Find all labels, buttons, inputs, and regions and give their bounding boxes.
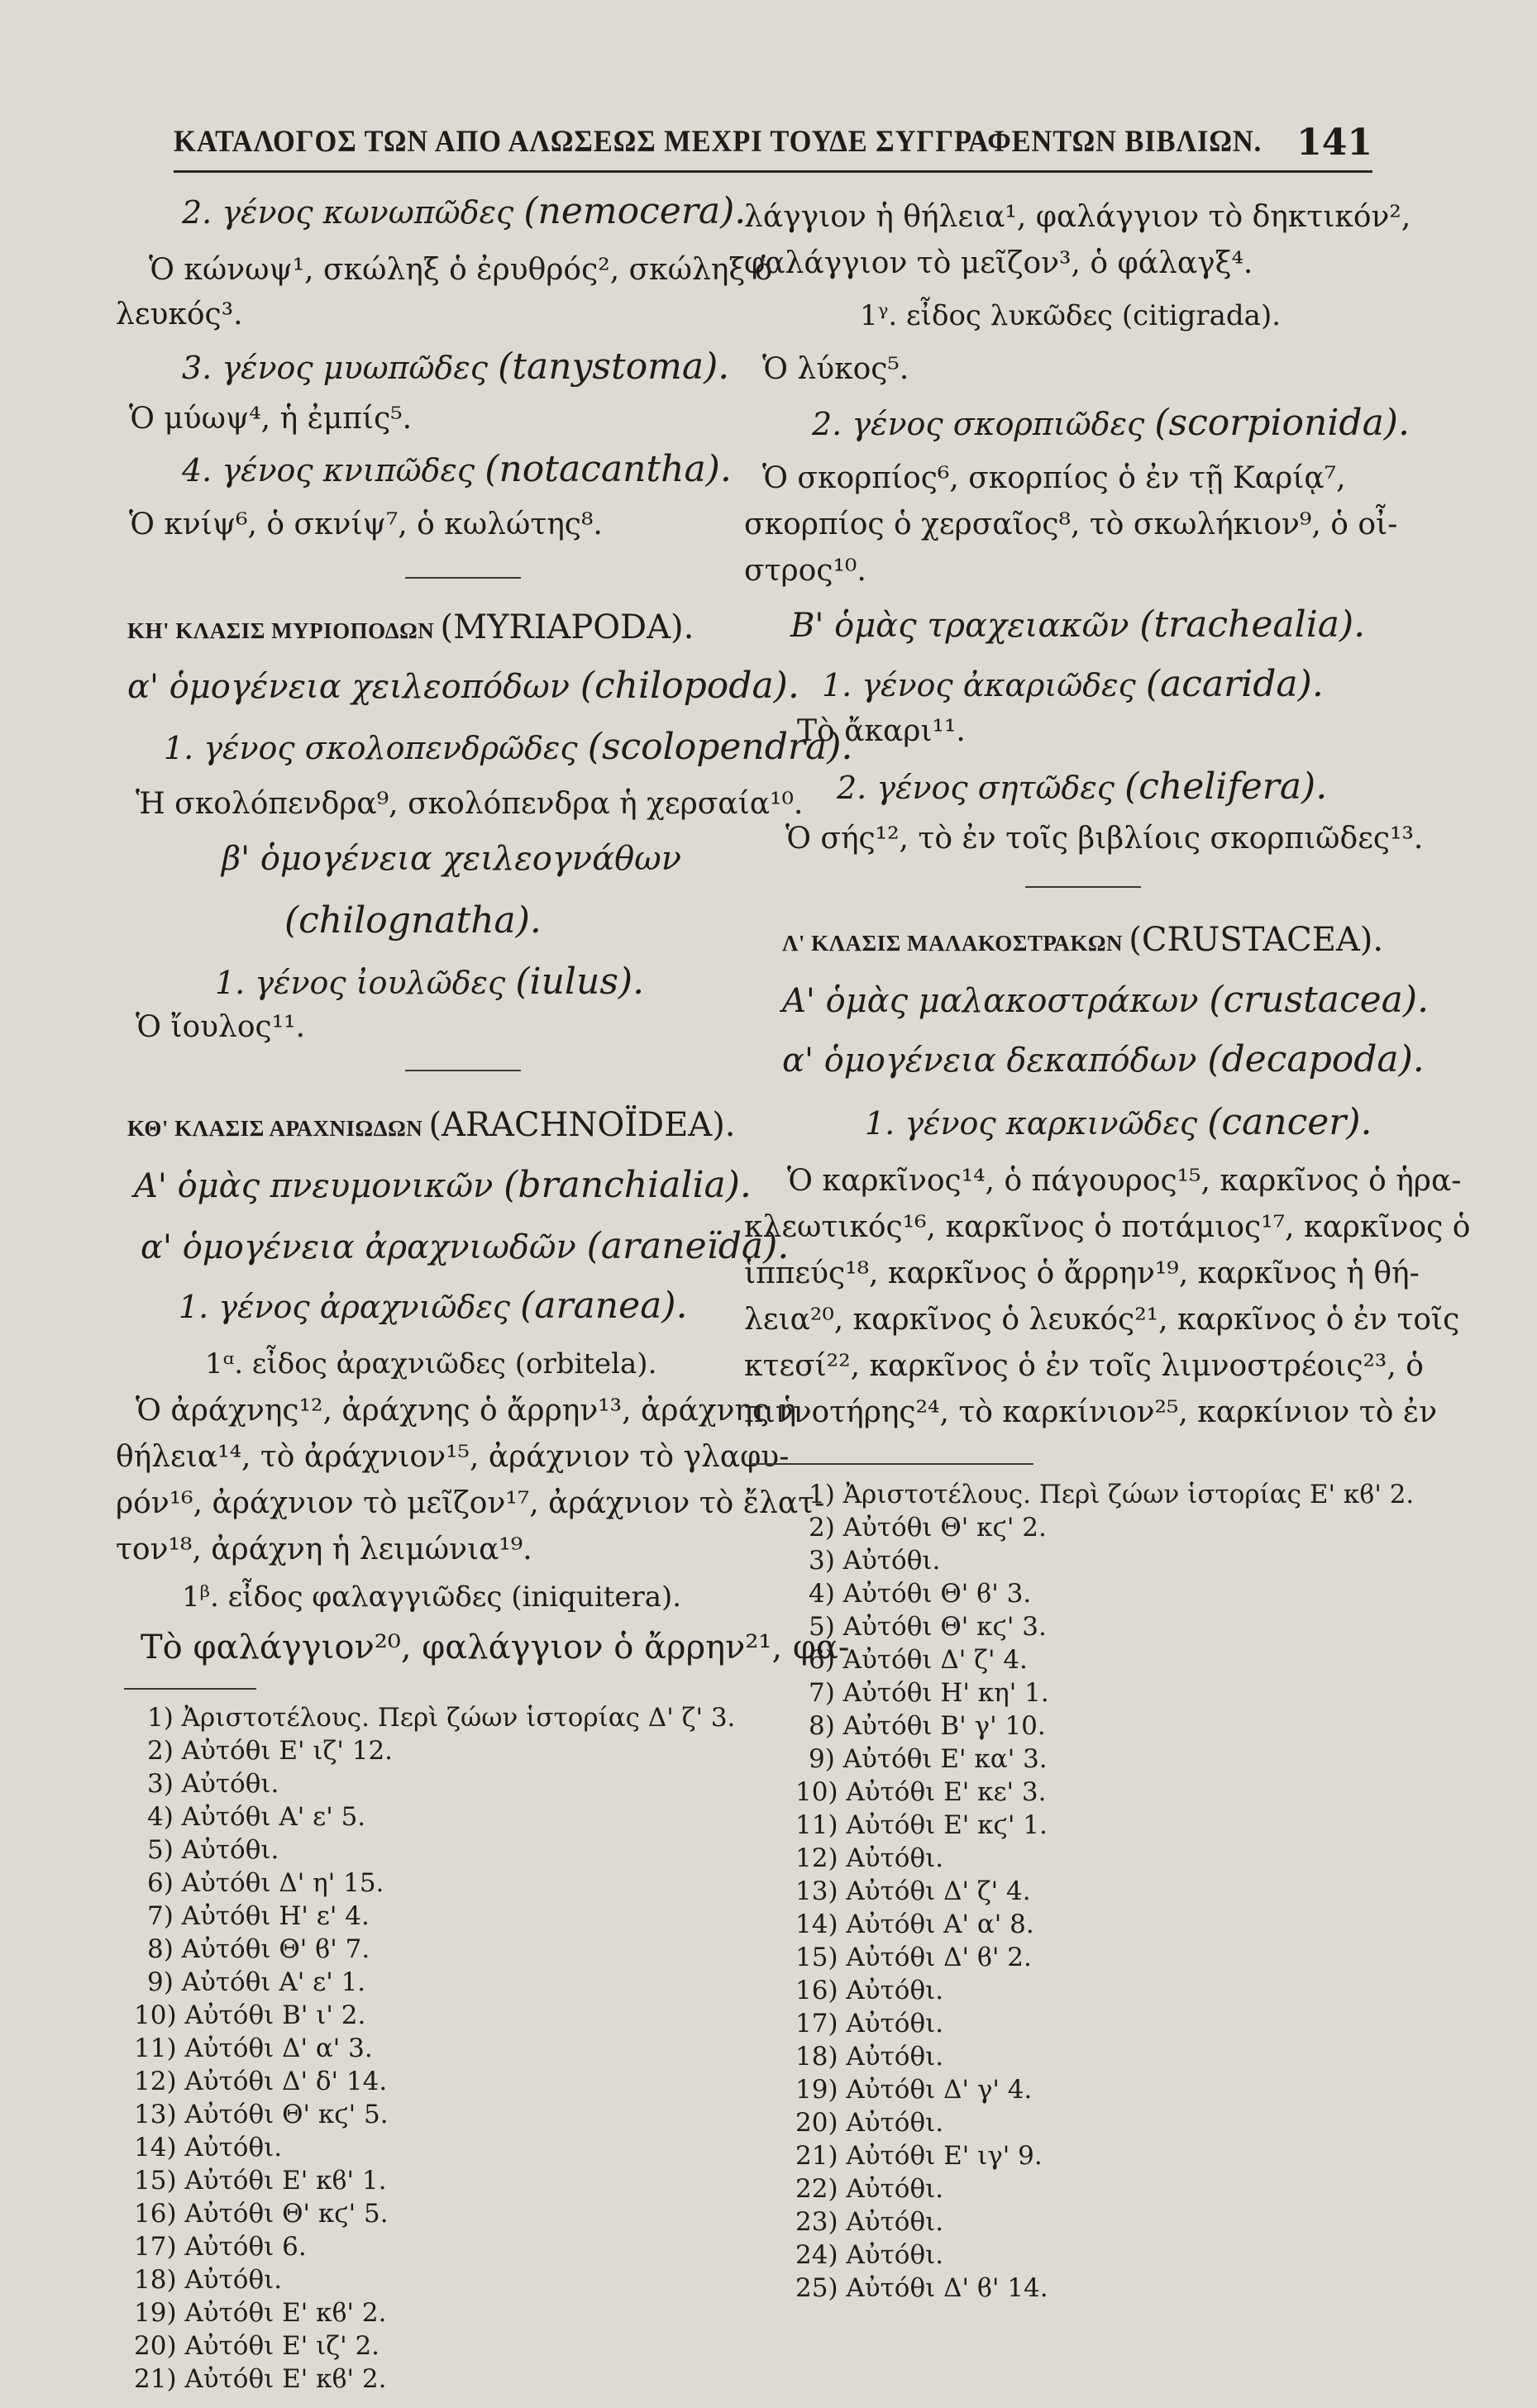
footnote-rule: [124, 1688, 256, 1690]
header-rule: [174, 170, 1372, 173]
species-heading: 1ᵅ. εἶδος ἀραχνιῶδες (orbitela).: [205, 1347, 657, 1380]
footnote: 11) Αὐτόθι Ε' κϛ' 1.: [795, 1810, 1048, 1840]
text-line: Ὁ λύκος⁵.: [762, 352, 909, 386]
family-heading-latin: (chilognatha).: [284, 899, 542, 942]
text-line: Ὁ ἀράχνης¹², ἀράχνης ὁ ἄρρην¹³, ἀράχνης ἡ: [136, 1394, 797, 1428]
footnote: 20) Αὐτόθι Ε' ιζ' 2.: [134, 2331, 380, 2361]
group-heading: Β' ὁμὰς τραχειακῶν (trachealia).: [790, 603, 1366, 646]
text-line: πιννοτήρης²⁴, τὸ καρκίνιον²⁵, καρκίνιον τὸ ἐν: [744, 1395, 1438, 1429]
footnote: 8) Αὐτόθι Β' γ' 10.: [809, 1711, 1046, 1741]
class-heading: Λ' ΚΛΑΣΙΣ ΜΑΛΑΚΟΣΤΡΑΚΩΝ (CRUSTACEA).: [782, 921, 1384, 959]
text-line: κτεσί²², καρκῖνος ὁ ἐν τοῖς λιμνοστρέοις²³, ὁ: [744, 1349, 1424, 1383]
family-heading: α' ὁμογένεια χειλεοπόδων (chilopoda).: [127, 665, 800, 707]
group-heading: Α' ὁμὰς πνευμονικῶν (branchialia).: [134, 1164, 752, 1206]
footnote: 2) Αὐτόθι Θ' κϛ' 2.: [809, 1513, 1047, 1543]
footnote: 14) Αὐτόθι.: [134, 2133, 283, 2162]
footnote: 10) Αὐτόθι Ε' κε' 3.: [795, 1777, 1047, 1807]
text-line: Ὁ σκορπίος⁶, σκορπίος ὁ ἐν τῇ Καρίᾳ⁷,: [762, 461, 1346, 495]
genus-heading: 4. γένος κνιπῶδες (notacantha).: [182, 448, 732, 490]
footnote: 17) Αὐτόθι 6.: [134, 2232, 307, 2262]
footnote: 7) Αὐτόθι Η' ε' 4.: [147, 1901, 370, 1931]
genus-heading: 1. γένος ἀραχνιῶδες (aranea).: [179, 1285, 688, 1327]
text-line: Ὁ σής¹², τὸ ἐν τοῖς βιβλίοις σκορπιῶδες¹³.: [785, 822, 1424, 856]
footnote: 22) Αὐτόθι.: [795, 2174, 944, 2204]
footnote-rule: [752, 1463, 1033, 1465]
footnote: 9) Αὐτόθι Ε' κα' 3.: [809, 1744, 1048, 1774]
text-line: στρος¹⁰.: [744, 554, 866, 588]
species-heading: 1ᵞ. εἶδος λυκῶδες (citigrada).: [860, 299, 1282, 332]
text-line: λευκός³.: [116, 298, 243, 331]
genus-heading: 2. γένος σκορπιῶδες (scorpionida).: [812, 402, 1410, 444]
section-rule: [1025, 886, 1141, 888]
text-line: Ὁ μύωψ⁴, ἡ ἐμπίς⁵.: [129, 402, 413, 436]
footnote: 19) Αὐτόθι Ε' κϐ' 2.: [134, 2298, 387, 2328]
text-line: Ὁ κνίψ⁶, ὁ σκνίψ⁷, ὁ κωλώτης⁸.: [129, 508, 603, 541]
family-heading: α' ὁμογένεια δεκαπόδων (decapoda).: [782, 1038, 1425, 1080]
footnote: 2) Αὐτόθι Ε' ιζ' 12.: [147, 1736, 394, 1766]
text-line: ρόν¹⁶, ἀράχνιον τὸ μεῖζον¹⁷, ἀράχνιον τὸ ἔλατ-: [116, 1486, 825, 1520]
genus-heading: 3. γένος μυωπῶδες (tanystoma).: [182, 346, 730, 388]
running-header: [174, 124, 1372, 165]
footnote: 18) Αὐτόθι.: [795, 2042, 944, 2072]
footnote: 1) Ἀριστοτέλους. Περὶ ζώων ἱστορίας Δ' ζ' 3.: [147, 1703, 736, 1733]
footnote: 3) Αὐτόθι.: [809, 1546, 941, 1576]
footnote: 13) Αὐτόθι Θ' κϛ' 5.: [134, 2100, 389, 2129]
footnote: 13) Αὐτόθι Δ' ζ' 4.: [795, 1876, 1031, 1906]
text-line: Ὁ ἴουλος¹¹.: [136, 1010, 306, 1044]
footnote: 24) Αὐτόθι.: [795, 2240, 944, 2270]
section-rule: [405, 1070, 521, 1071]
text-line: Ἡ σκολόπενδρα⁹, σκολόπενδρα ἡ χερσαία¹⁰.: [136, 787, 804, 821]
text-line: κλεωτικός¹⁶, καρκῖνος ὁ ποτάμιος¹⁷, καρκῖνος ὁ: [744, 1210, 1471, 1244]
footnote: 18) Αὐτόθι.: [134, 2265, 283, 2295]
footnote: 21) Αὐτόθι Ε' κϐ' 2.: [134, 2364, 387, 2394]
footnote: 8) Αὐτόθι Θ' ϐ' 7.: [147, 1934, 370, 1964]
footnote: 4) Αὐτόθι Θ' ϐ' 3.: [809, 1579, 1032, 1609]
text-line: λάγγιον ἡ θήλεια¹, φαλάγγιον τὸ δηκτικόν²,: [744, 200, 1411, 234]
genus-heading: 2. γένος σητῶδες (chelifera).: [837, 765, 1328, 808]
footnote: 16) Αὐτόθι Θ' κϛ' 5.: [134, 2199, 389, 2229]
footnote: 7) Αὐτόθι Η' κη' 1.: [809, 1678, 1049, 1708]
footnote: 6) Αὐτόθι Δ' ζ' 4.: [809, 1645, 1028, 1675]
footnote: 15) Αὐτόθι Ε' κϐ' 1.: [134, 2166, 387, 2196]
footnote: 12) Αὐτόθι Δ' δ' 14.: [134, 2067, 388, 2096]
footnote: 5) Αὐτόθι Θ' κϛ' 3.: [809, 1612, 1047, 1642]
genus-heading: 1. γένος ἀκαριῶδες (acarida).: [822, 663, 1324, 705]
footnote: 4) Αὐτόθι Α' ε' 5.: [147, 1802, 366, 1832]
footnote: 19) Αὐτόθι Δ' γ' 4.: [795, 2075, 1033, 2105]
footnote: 17) Αὐτόθι.: [795, 2009, 944, 2038]
genus-heading: 1. γένος ἰουλῶδες (iulus).: [215, 961, 645, 1003]
footnote: 11) Αὐτόθι Δ' α' 3.: [134, 2034, 373, 2063]
genus-heading: 2. γένος κωνωπῶδες (nemocera).: [182, 190, 747, 232]
footnote: 12) Αὐτόθι.: [795, 1843, 944, 1873]
text-line: τον¹⁸, ἀράχνη ἡ λειμώνια¹⁹.: [116, 1533, 532, 1566]
footnote: 14) Αὐτόθι Α' α' 8.: [795, 1910, 1034, 1939]
footnote: 20) Αὐτόθι.: [795, 2108, 944, 2138]
text-line: θήλεια¹⁴, τὸ ἀράχνιον¹⁵, ἀράχνιον τὸ γλαφυ-: [116, 1440, 790, 1474]
footnote: 10) Αὐτόθι Β' ι' 2.: [134, 2000, 366, 2030]
text-line: Ὁ καρκῖνος¹⁴, ὁ πάγουρος¹⁵, καρκῖνος ὁ ἡρα-: [787, 1164, 1462, 1198]
running-title: ΚΑΤΑΛΟΓΟΣ ΤΩΝ ΑΠΟ ΑΛΩΣΕΩΣ ΜΕΧΡΙ ΤΟΥΔΕ ΣΥΓΓΡΑΦΕΝΤΩΝ ΒΙΒΛΙΩΝ.: [174, 125, 1263, 159]
family-heading: β' ὁμογένεια χειλεογνάθων: [222, 840, 682, 878]
text-line: σκορπίος ὁ χερσαῖος⁸, τὸ σκωλήκιον⁹, ὁ οἶ-: [744, 508, 1398, 541]
text-line: Ὁ κώνωψ¹, σκώληξ ὁ ἐρυθρός², σκώληξ ὁ: [149, 253, 773, 287]
footnote: 15) Αὐτόθι Δ' ϐ' 2.: [795, 1943, 1032, 1972]
group-heading: Α' ὁμὰς μαλακοστράκων (crustacea).: [782, 979, 1430, 1021]
section-rule: [405, 577, 521, 579]
text-line: φαλάγγιον τὸ μεῖζον³, ὁ φάλαγξ⁴.: [744, 246, 1253, 280]
genus-heading: 1. γένος καρκινῶδες (cancer).: [865, 1101, 1372, 1143]
footnote: 16) Αὐτόθι.: [795, 1976, 944, 2005]
text-line: λεια²⁰, καρκῖνος ὁ λευκός²¹, καρκῖνος ὁ ἐν τοῖς: [744, 1303, 1460, 1337]
text-line: Τὸ ἄκαρι¹¹.: [797, 714, 966, 748]
page-number: 141: [1296, 122, 1372, 164]
species-heading: 1ᵝ. εἶδος φαλαγγιῶδες (iniquitera).: [182, 1581, 682, 1614]
class-heading: ΚΗ' ΚΛΑΣΙΣ ΜΥΡΙΟΠΟΔΩΝ (MYRIAPODA).: [127, 608, 695, 646]
footnote: 3) Αὐτόθι.: [147, 1769, 279, 1799]
footnote: 5) Αὐτόθι.: [147, 1835, 279, 1865]
footnote: 21) Αὐτόθι Ε' ιγ' 9.: [795, 2141, 1043, 2171]
text-line: ἱππεύς¹⁸, καρκῖνος ὁ ἄρρην¹⁹, καρκῖνος ἡ θή-: [744, 1256, 1420, 1290]
text-line: Τὸ φαλάγγιον²⁰, φαλάγγιον ὁ ἄρρην²¹, φα-: [141, 1628, 850, 1667]
class-heading: ΚΘ' ΚΛΑΣΙΣ ΑΡΑΧΝΙΩΔΩΝ (ARACHNOÏDEA).: [127, 1106, 736, 1144]
footnote: 9) Αὐτόθι Α' ε' 1.: [147, 1967, 366, 1997]
footnote: 25) Αὐτόθι Δ' ϐ' 14.: [795, 2273, 1048, 2303]
genus-heading: 1. γένος σκολοπενδρῶδες (scolopendra).: [164, 726, 853, 768]
footnote: 6) Αὐτόθι Δ' η' 15.: [147, 1868, 384, 1898]
family-heading: α' ὁμογένεια ἀραχνιωδῶν (araneïda).: [141, 1225, 790, 1267]
footnote: 23) Αὐτόθι.: [795, 2207, 944, 2237]
footnote: 1) Ἀριστοτέλους. Περὶ ζώων ἱστορίας Ε' κϐ' 2.: [809, 1480, 1415, 1509]
